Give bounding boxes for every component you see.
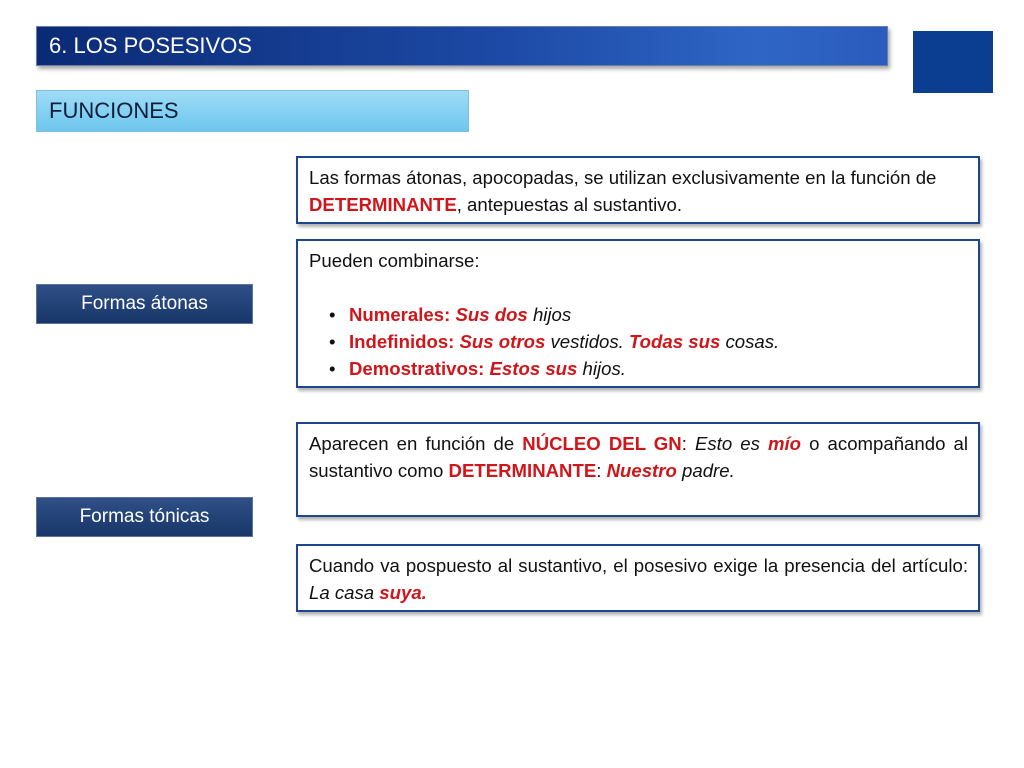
box4-text-1: Cuando va pospuesto al sustantivo, el posesivo exige la presencia del artículo: [309,555,968,576]
item-example-2: Todas sus [629,331,721,352]
list-item [349,328,968,355]
box3-nucleo: NÚCLEO DEL GN [522,433,682,454]
item-rest: hijos. [577,358,626,379]
combinations-list [309,301,968,382]
box4-suya: suya. [379,582,427,603]
label-formas-atonas-text: Formas átonas [81,293,208,314]
box3-mio: mío [767,433,802,454]
item-example: Sus otros [459,331,546,352]
box3-text-2: : [681,433,695,454]
item-category: Indefinidos: [349,331,460,352]
box1-text-1: Las formas átonas, apocopadas, se utilizan exclusivamente en la función de [309,167,937,188]
box3-text-1: Aparecen en función de [309,433,523,454]
box2-intro: Pueden combinarse: [309,250,480,271]
corner-decoration [913,31,993,93]
list-item [349,355,968,382]
box1-text-2: , antepuestas al sustantivo. [456,194,683,215]
section-subtitle [36,90,469,132]
box-tonicas-nucleo [296,422,980,517]
box3-nuestro: Nuestro [606,460,677,481]
page-title-text: 6. LOS POSESIVOS [49,33,252,58]
label-formas-atonas [36,284,253,324]
box-tonicas-pospuesto [296,544,980,612]
section-subtitle-text: FUNCIONES [49,98,179,123]
item-category: Numerales: [349,304,456,325]
box-atonas-definition [296,156,980,224]
box3-padre: padre. [676,460,735,481]
item-rest-2: cosas. [720,331,780,352]
box3-example-1: Esto es [694,433,768,454]
item-rest: hijos [527,304,572,325]
item-rest: vestidos. [545,331,630,352]
item-example: Sus dos [455,304,528,325]
box4-example: La casa [309,582,380,603]
list-item [349,301,968,328]
box3-determinante: DETERMINANTE [448,460,597,481]
box1-determinante: DETERMINANTE [309,194,457,215]
item-category: Demostrativos: [349,358,490,379]
page-title [36,26,888,66]
label-formas-tonicas [36,497,253,537]
box-atonas-combinations [296,239,980,388]
label-formas-tonicas-text: Formas tónicas [79,506,210,527]
item-example: Estos sus [489,358,578,379]
box3-text-4: : [596,460,607,481]
box3-text-3: o acompañando al sustantivo como [309,433,968,481]
